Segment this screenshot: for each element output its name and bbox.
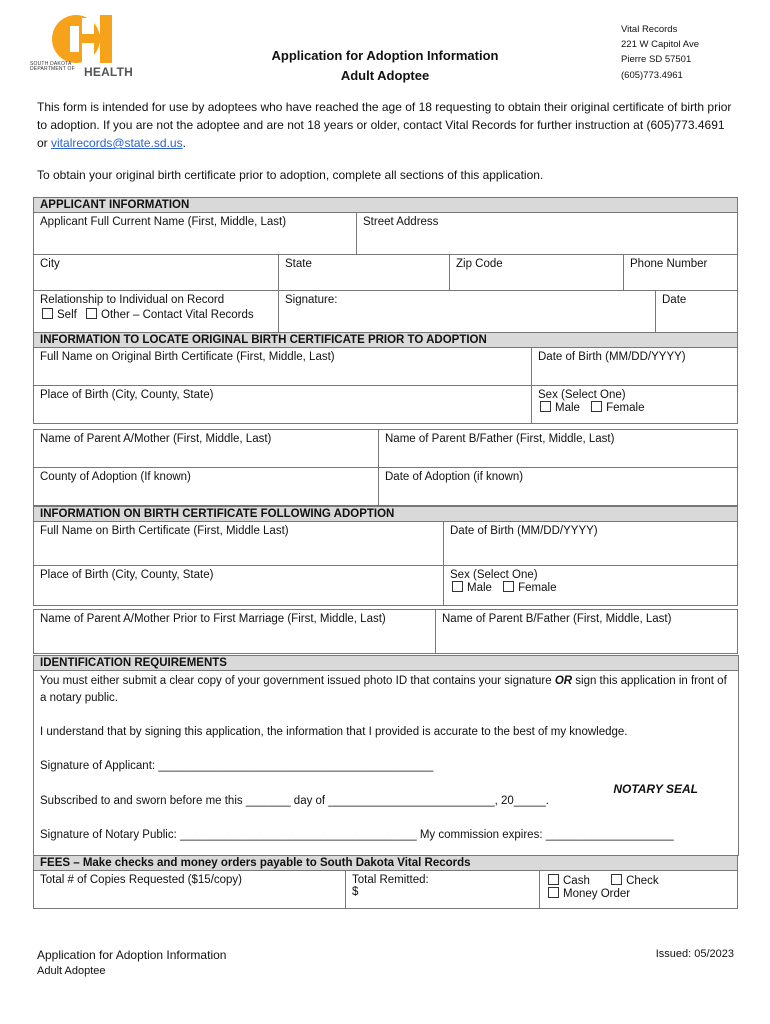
vital-records-address: [621, 22, 699, 83]
city-field[interactable]: [34, 255, 279, 291]
address-line: 221 W Capitol Ave: [621, 39, 699, 50]
field-label: Total Remitted:: [352, 874, 429, 886]
following-parents-section: [33, 609, 738, 654]
state-field[interactable]: [279, 255, 450, 291]
male-label: Male: [467, 582, 492, 594]
female-label: Female: [606, 402, 645, 414]
applicant-section: [33, 197, 738, 424]
date-field[interactable]: [656, 291, 738, 333]
field-label: Name of Parent A/Mother (First, Middle, Last): [40, 433, 272, 445]
subscribed-line[interactable]: Subscribed to and sworn before me this _______ day of __________________________, 20_____.: [40, 795, 549, 807]
field-label: Sex (Select One): [538, 389, 626, 401]
street-address-field[interactable]: [357, 213, 738, 255]
footer-subtitle: Adult Adoptee: [37, 965, 106, 977]
male-checkbox[interactable]: [540, 401, 551, 412]
money-order-checkbox[interactable]: [548, 887, 559, 898]
field-label: Place of Birth (City, County, State): [40, 389, 214, 401]
copies-field[interactable]: [34, 871, 346, 909]
female-checkbox[interactable]: [503, 581, 514, 592]
county-adoption-field[interactable]: [34, 468, 379, 506]
field-label: Total # of Copies Requested ($15/copy): [40, 874, 243, 886]
following-place-field[interactable]: [34, 566, 444, 606]
id-req-part: sign this application in front of a notary public.: [40, 675, 727, 704]
notary-seal-label: NOTARY SEAL: [613, 782, 698, 796]
following-heading: INFORMATION ON BIRTH CERTIFICATE FOLLOWING ADOPTION: [34, 507, 738, 522]
applicant-signature-line[interactable]: Signature of Applicant: ___________________________________________: [40, 760, 434, 772]
field-label: Full Name on Birth Certificate (First, Middle Last): [40, 525, 289, 537]
following-dob-field[interactable]: [444, 522, 738, 566]
field-label: Applicant Full Current Name (First, Middle, Last): [40, 216, 287, 228]
original-name-field[interactable]: [34, 348, 532, 386]
remitted-field[interactable]: [346, 871, 540, 909]
address-line: Pierre SD 57501: [621, 54, 692, 65]
fees-section: [33, 855, 738, 909]
id-req-or: OR: [554, 675, 573, 687]
original-sex-field: [532, 386, 738, 424]
field-label: Sex (Select One): [450, 569, 538, 581]
form-subtitle: Adult Adoptee: [340, 68, 430, 83]
field-label: Date of Birth (MM/DD/YYYY): [538, 351, 686, 363]
other-label: Other – Contact Vital Records: [101, 309, 254, 321]
zip-field[interactable]: [450, 255, 624, 291]
male-label: Male: [555, 402, 580, 414]
field-label: Signature:: [285, 294, 338, 306]
address-phone: (605)773.4961: [621, 70, 683, 81]
following-sex-field: [444, 566, 738, 606]
female-label: Female: [518, 582, 557, 594]
field-label: Date of Birth (MM/DD/YYYY): [450, 525, 598, 537]
check-label: Check: [626, 875, 659, 887]
original-parents-section: [33, 429, 738, 506]
date-adoption-field[interactable]: [379, 468, 738, 506]
id-requirement-text: [34, 673, 738, 707]
following-parent-b-field[interactable]: [436, 610, 738, 654]
applicant-heading: APPLICANT INFORMATION: [34, 198, 738, 213]
field-label: Zip Code: [456, 258, 503, 270]
field-label: Relationship to Individual on Record: [40, 294, 225, 306]
field-label: Date of Adoption (if known): [385, 471, 524, 483]
form-title: Application for Adoption Information: [271, 48, 499, 63]
cash-label: Cash: [563, 875, 590, 887]
footer-title: Application for Adoption Information: [37, 948, 227, 962]
original-dob-field[interactable]: [532, 348, 738, 386]
original-parent-b-field[interactable]: [379, 430, 738, 468]
field-label: Date: [662, 294, 687, 306]
original-parent-a-field[interactable]: [34, 430, 379, 468]
money-order-label: Money Order: [563, 888, 631, 900]
field-label: Full Name on Original Birth Certificate (First, Middle, Last): [40, 351, 335, 363]
original-heading: INFORMATION TO LOCATE ORIGINAL BIRTH CERTIFICATE PRIOR TO ADOPTION: [34, 333, 738, 348]
intro-paragraph: [37, 98, 737, 152]
intro-period: .: [182, 136, 186, 150]
field-label: Name of Parent B/Father (First, Middle, Last): [442, 613, 672, 625]
identification-section: [33, 655, 739, 856]
original-place-field[interactable]: [34, 386, 532, 424]
payment-method-field: [540, 871, 738, 909]
other-checkbox[interactable]: [86, 308, 97, 319]
male-checkbox[interactable]: [452, 581, 463, 592]
issued-date: Issued: 05/2023: [655, 948, 734, 960]
field-label: Name of Parent B/Father (First, Middle, Last): [385, 433, 615, 445]
field-label: City: [40, 258, 60, 270]
fees-heading: FEES – Make checks and money orders payable to South Dakota Vital Records: [34, 856, 738, 871]
self-label: Self: [57, 309, 77, 321]
address-line: Vital Records: [621, 24, 678, 35]
applicant-name-field[interactable]: [34, 213, 357, 255]
following-parent-a-field[interactable]: [34, 610, 436, 654]
self-checkbox[interactable]: [42, 308, 53, 319]
field-label: County of Adoption (If known): [40, 471, 191, 483]
logo-small-text: SOUTH DAKOTA DEPARTMENT OF: [30, 61, 75, 72]
email-link[interactable]: vitalrecords@state.sd.us: [51, 136, 183, 150]
dollar-sign: $: [352, 886, 359, 898]
field-label: State: [285, 258, 312, 270]
relationship-field: [34, 291, 279, 333]
logo-health-text: HEALTH: [84, 65, 133, 79]
notary-signature-line[interactable]: Signature of Notary Public: _____________________________________ My commission expires: ____________________: [40, 829, 674, 841]
signature-field[interactable]: [279, 291, 656, 333]
field-label: Phone Number: [630, 258, 708, 270]
following-section: [33, 506, 738, 606]
cash-checkbox[interactable]: [548, 874, 559, 885]
check-checkbox[interactable]: [611, 874, 622, 885]
intro-text: This form is intended for use by adoptees who have reached the age of 18 requesting to obtain their original certificate of birth prior to adoption. If you are not the adoptee and are not 18 years or older, contact Vital Records for further instruction at (605)773.4691 or: [37, 100, 732, 150]
identification-heading: IDENTIFICATION REQUIREMENTS: [34, 656, 738, 671]
field-label: Name of Parent A/Mother Prior to First Marriage (First, Middle, Last): [40, 613, 386, 625]
instruction-text: To obtain your original birth certificate prior to adoption, complete all sections of this application.: [37, 168, 544, 182]
field-label: Place of Birth (City, County, State): [40, 569, 214, 581]
following-name-field[interactable]: [34, 522, 444, 566]
id-req-part: You must either submit a clear copy of your government issued photo ID that contains your signature: [40, 675, 555, 687]
understand-statement: I understand that by signing this application, the information that I provided is accurate to the best of my knowledge.: [40, 726, 628, 738]
field-label: Street Address: [363, 216, 439, 228]
phone-field[interactable]: [624, 255, 738, 291]
female-checkbox[interactable]: [591, 401, 602, 412]
